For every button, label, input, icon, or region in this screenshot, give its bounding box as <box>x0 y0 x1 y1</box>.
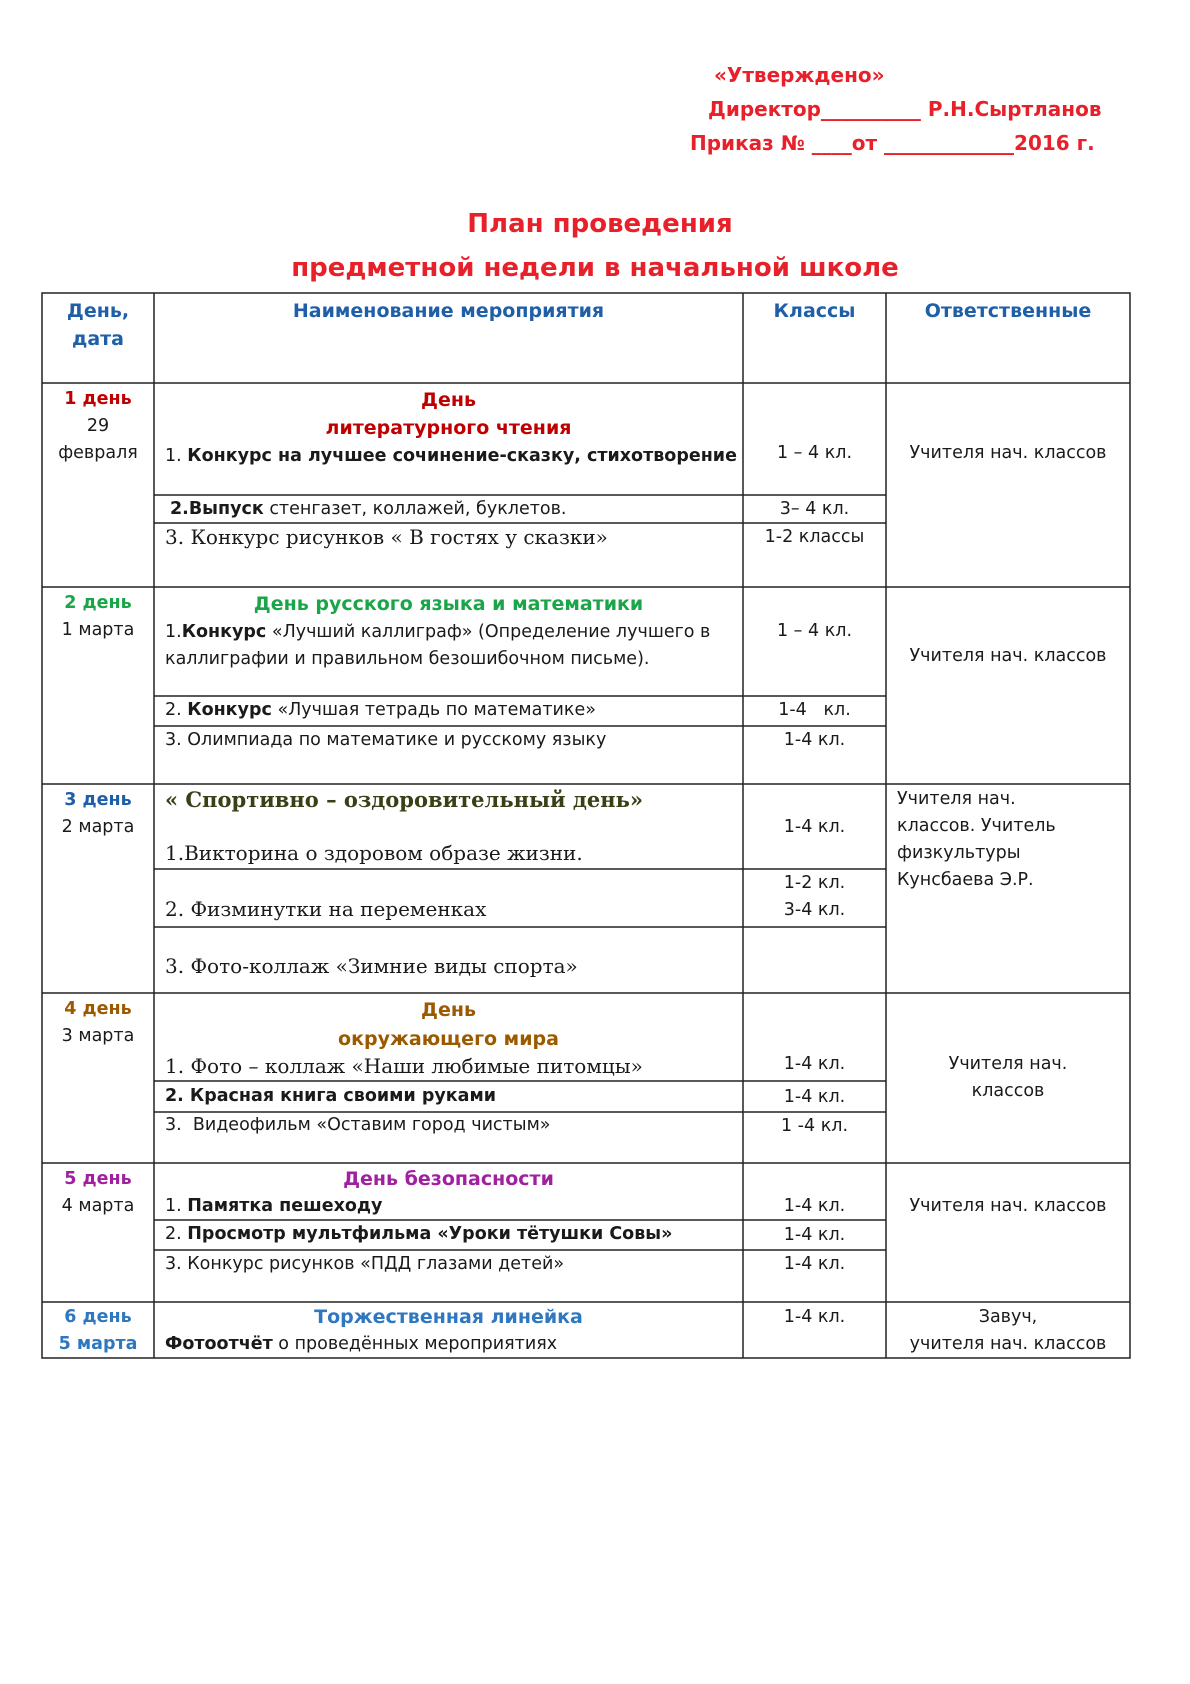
day2-event2-bold: Конкурс <box>187 700 272 720</box>
day3-date: 2 марта <box>61 817 135 837</box>
day2-event2-classes: 1-4 кл. <box>778 700 851 720</box>
day5-event2-bold: Просмотр мультфильма «Уроки тётушки Совы» <box>187 1224 673 1244</box>
day1-event1-text: Конкурс на лучшее сочинение-сказку, стихотворение <box>187 446 737 466</box>
day3-label: 3 день <box>64 790 132 810</box>
header-day-line2: дата <box>72 328 124 350</box>
day4-theme <box>154 996 743 1054</box>
day1-event2 <box>170 496 567 523</box>
day6-event1-text: о проведённых мероприятиях <box>272 1334 558 1354</box>
day6-event1-bold: Фотоотчёт <box>165 1334 273 1354</box>
day5-event3-classes: 1-4 кл. <box>783 1254 846 1274</box>
day5-event1-bold: Памятка пешеходу <box>187 1196 383 1216</box>
day3-responsible-line1: Учителя нач. <box>897 789 1016 809</box>
day1-label: 1 день <box>64 389 132 409</box>
day4-event3: 3. Видеофильм «Оставим город чистым» <box>165 1115 551 1135</box>
day3-event3: 3. Фото-коллаж «Зимние виды спорта» <box>165 954 578 978</box>
day4-event2-classes: 1-4 кл. <box>783 1087 846 1107</box>
day4-event3-classes: 1 -4 кл. <box>780 1116 849 1136</box>
header-event: Наименование мероприятия <box>292 300 605 322</box>
day4-responsible-line1: Учителя нач. <box>948 1054 1068 1074</box>
day3-cell <box>42 787 154 841</box>
day6-responsible-line2: учителя нач. классов <box>909 1334 1107 1354</box>
day4-label: 4 день <box>64 999 132 1019</box>
day2-event1-bold: Конкурс <box>181 622 267 642</box>
day3-event2: 2. Физминутки на переменках <box>165 897 487 921</box>
header-day-line1: День, <box>66 300 130 322</box>
day6-label: 6 день <box>64 1307 132 1327</box>
day2-event2-num: 2. <box>165 700 188 720</box>
header-day <box>42 297 154 353</box>
day2-event2-text: «Лучшая тетрадь по математике» <box>271 700 596 720</box>
day3-event2-classes-1: 1-2 кл. <box>783 873 846 893</box>
day2-event1-text2: каллиграфии и правильном безошибочном письме). <box>165 649 650 669</box>
day4-event2: 2. Красная книга своими руками <box>165 1086 497 1106</box>
day5-event2-num: 2. <box>165 1224 188 1244</box>
day2-event1 <box>165 619 710 673</box>
day1-date-month: февраля <box>58 443 138 463</box>
day3-responsible-line3: физкультуры <box>897 843 1021 863</box>
day3-responsible-line4: Кунсбаева Э.Р. <box>897 870 1034 890</box>
header-classes: Классы <box>773 300 856 322</box>
day5-responsible: Учителя нач. классов <box>909 1196 1107 1216</box>
day2-event3: 3. Олимпиада по математике и русскому языку <box>165 730 607 750</box>
day3-event1-classes: 1-4 кл. <box>783 817 846 837</box>
day2-date: 1 марта <box>61 620 135 640</box>
day3-event2-classes <box>743 870 886 924</box>
day6-responsible <box>886 1304 1130 1358</box>
day6-cell <box>42 1304 154 1358</box>
day1-date: 29 <box>86 416 110 436</box>
day5-event1-num: 1. <box>165 1196 188 1216</box>
day1-theme-line1: День <box>421 389 476 411</box>
day5-event2-classes: 1-4 кл. <box>783 1225 846 1245</box>
day2-cell <box>42 590 154 644</box>
approval-line-order: Приказ № ____от _____________2016 г. <box>690 131 1095 155</box>
approval-line-director: Директор__________ Р.Н.Сыртланов <box>708 97 1102 121</box>
day2-event3-classes: 1-4 кл. <box>783 730 846 750</box>
day3-responsible-line2: классов. Учитель <box>897 816 1056 836</box>
day4-theme-line1: День <box>421 999 476 1021</box>
day1-event1-classes: 1 – 4 кл. <box>776 443 853 463</box>
day5-cell <box>42 1166 154 1220</box>
day1-theme-line2: литературного чтения <box>325 417 572 439</box>
day2-responsible: Учителя нач. классов <box>909 646 1107 666</box>
day2-event1-num: 1. <box>165 622 182 642</box>
day3-event2-classes-2: 3-4 кл. <box>783 900 846 920</box>
day2-event1-text: «Лучший каллиграф» (Определение лучшего в <box>266 622 711 642</box>
day5-event1-classes: 1-4 кл. <box>783 1196 846 1216</box>
day1-event2-bold: 2.Выпуск <box>170 499 264 519</box>
day4-event1-classes: 1-4 кл. <box>783 1054 846 1074</box>
day6-event1 <box>165 1331 557 1358</box>
day1-responsible: Учителя нач. классов <box>909 443 1107 463</box>
day4-responsible-line2: классов <box>971 1081 1045 1101</box>
header-responsible: Ответственные <box>924 300 1092 322</box>
day4-responsible <box>886 1051 1130 1105</box>
day2-event1-classes: 1 – 4 кл. <box>776 621 853 641</box>
day1-event2-text: стенгазет, коллажей, буклетов. <box>263 499 567 519</box>
title-line-2: предметной недели в начальной школе <box>291 253 899 283</box>
day6-event1-classes: 1-4 кл. <box>783 1307 846 1327</box>
day1-event2-classes: 3– 4 кл. <box>779 499 850 519</box>
day4-theme-line2: окружающего мира <box>338 1028 559 1050</box>
day5-event1 <box>165 1193 382 1220</box>
approval-line-approved: «Утверждено» <box>714 63 885 87</box>
day3-theme: « Спортивно – оздоровительный день» <box>165 787 644 812</box>
day6-theme: Торжественная линейка <box>314 1306 583 1328</box>
day1-event3-classes: 1-2 классы <box>764 527 865 547</box>
day4-cell <box>42 996 154 1050</box>
day5-date: 4 марта <box>61 1196 135 1216</box>
day4-date: 3 марта <box>61 1026 135 1046</box>
day1-cell <box>42 386 154 467</box>
day3-responsible <box>897 786 1056 894</box>
day5-event2 <box>165 1221 672 1248</box>
day5-event3: 3. Конкурс рисунков «ПДД глазами детей» <box>165 1254 565 1274</box>
day2-label: 2 день <box>64 593 132 613</box>
day1-event1-num: 1. <box>165 446 182 466</box>
day1-event3: 3. Конкурс рисунков « В гостях у сказки» <box>165 525 608 549</box>
day2-event2 <box>165 697 596 724</box>
day6-responsible-line1: Завуч, <box>978 1307 1038 1327</box>
day5-theme: День безопасности <box>343 1168 554 1190</box>
day1-theme <box>154 386 743 442</box>
day3-event1: 1.Викторина о здоровом образе жизни. <box>165 841 583 865</box>
day4-event1: 1. Фото – коллаж «Наши любимые питомцы» <box>165 1054 643 1078</box>
day1-event1 <box>165 443 737 470</box>
day5-label: 5 день <box>64 1169 132 1189</box>
day2-theme: День русского языка и математики <box>253 593 644 615</box>
day6-date: 5 марта <box>58 1334 138 1354</box>
title-line-1: План проведения <box>467 209 733 239</box>
